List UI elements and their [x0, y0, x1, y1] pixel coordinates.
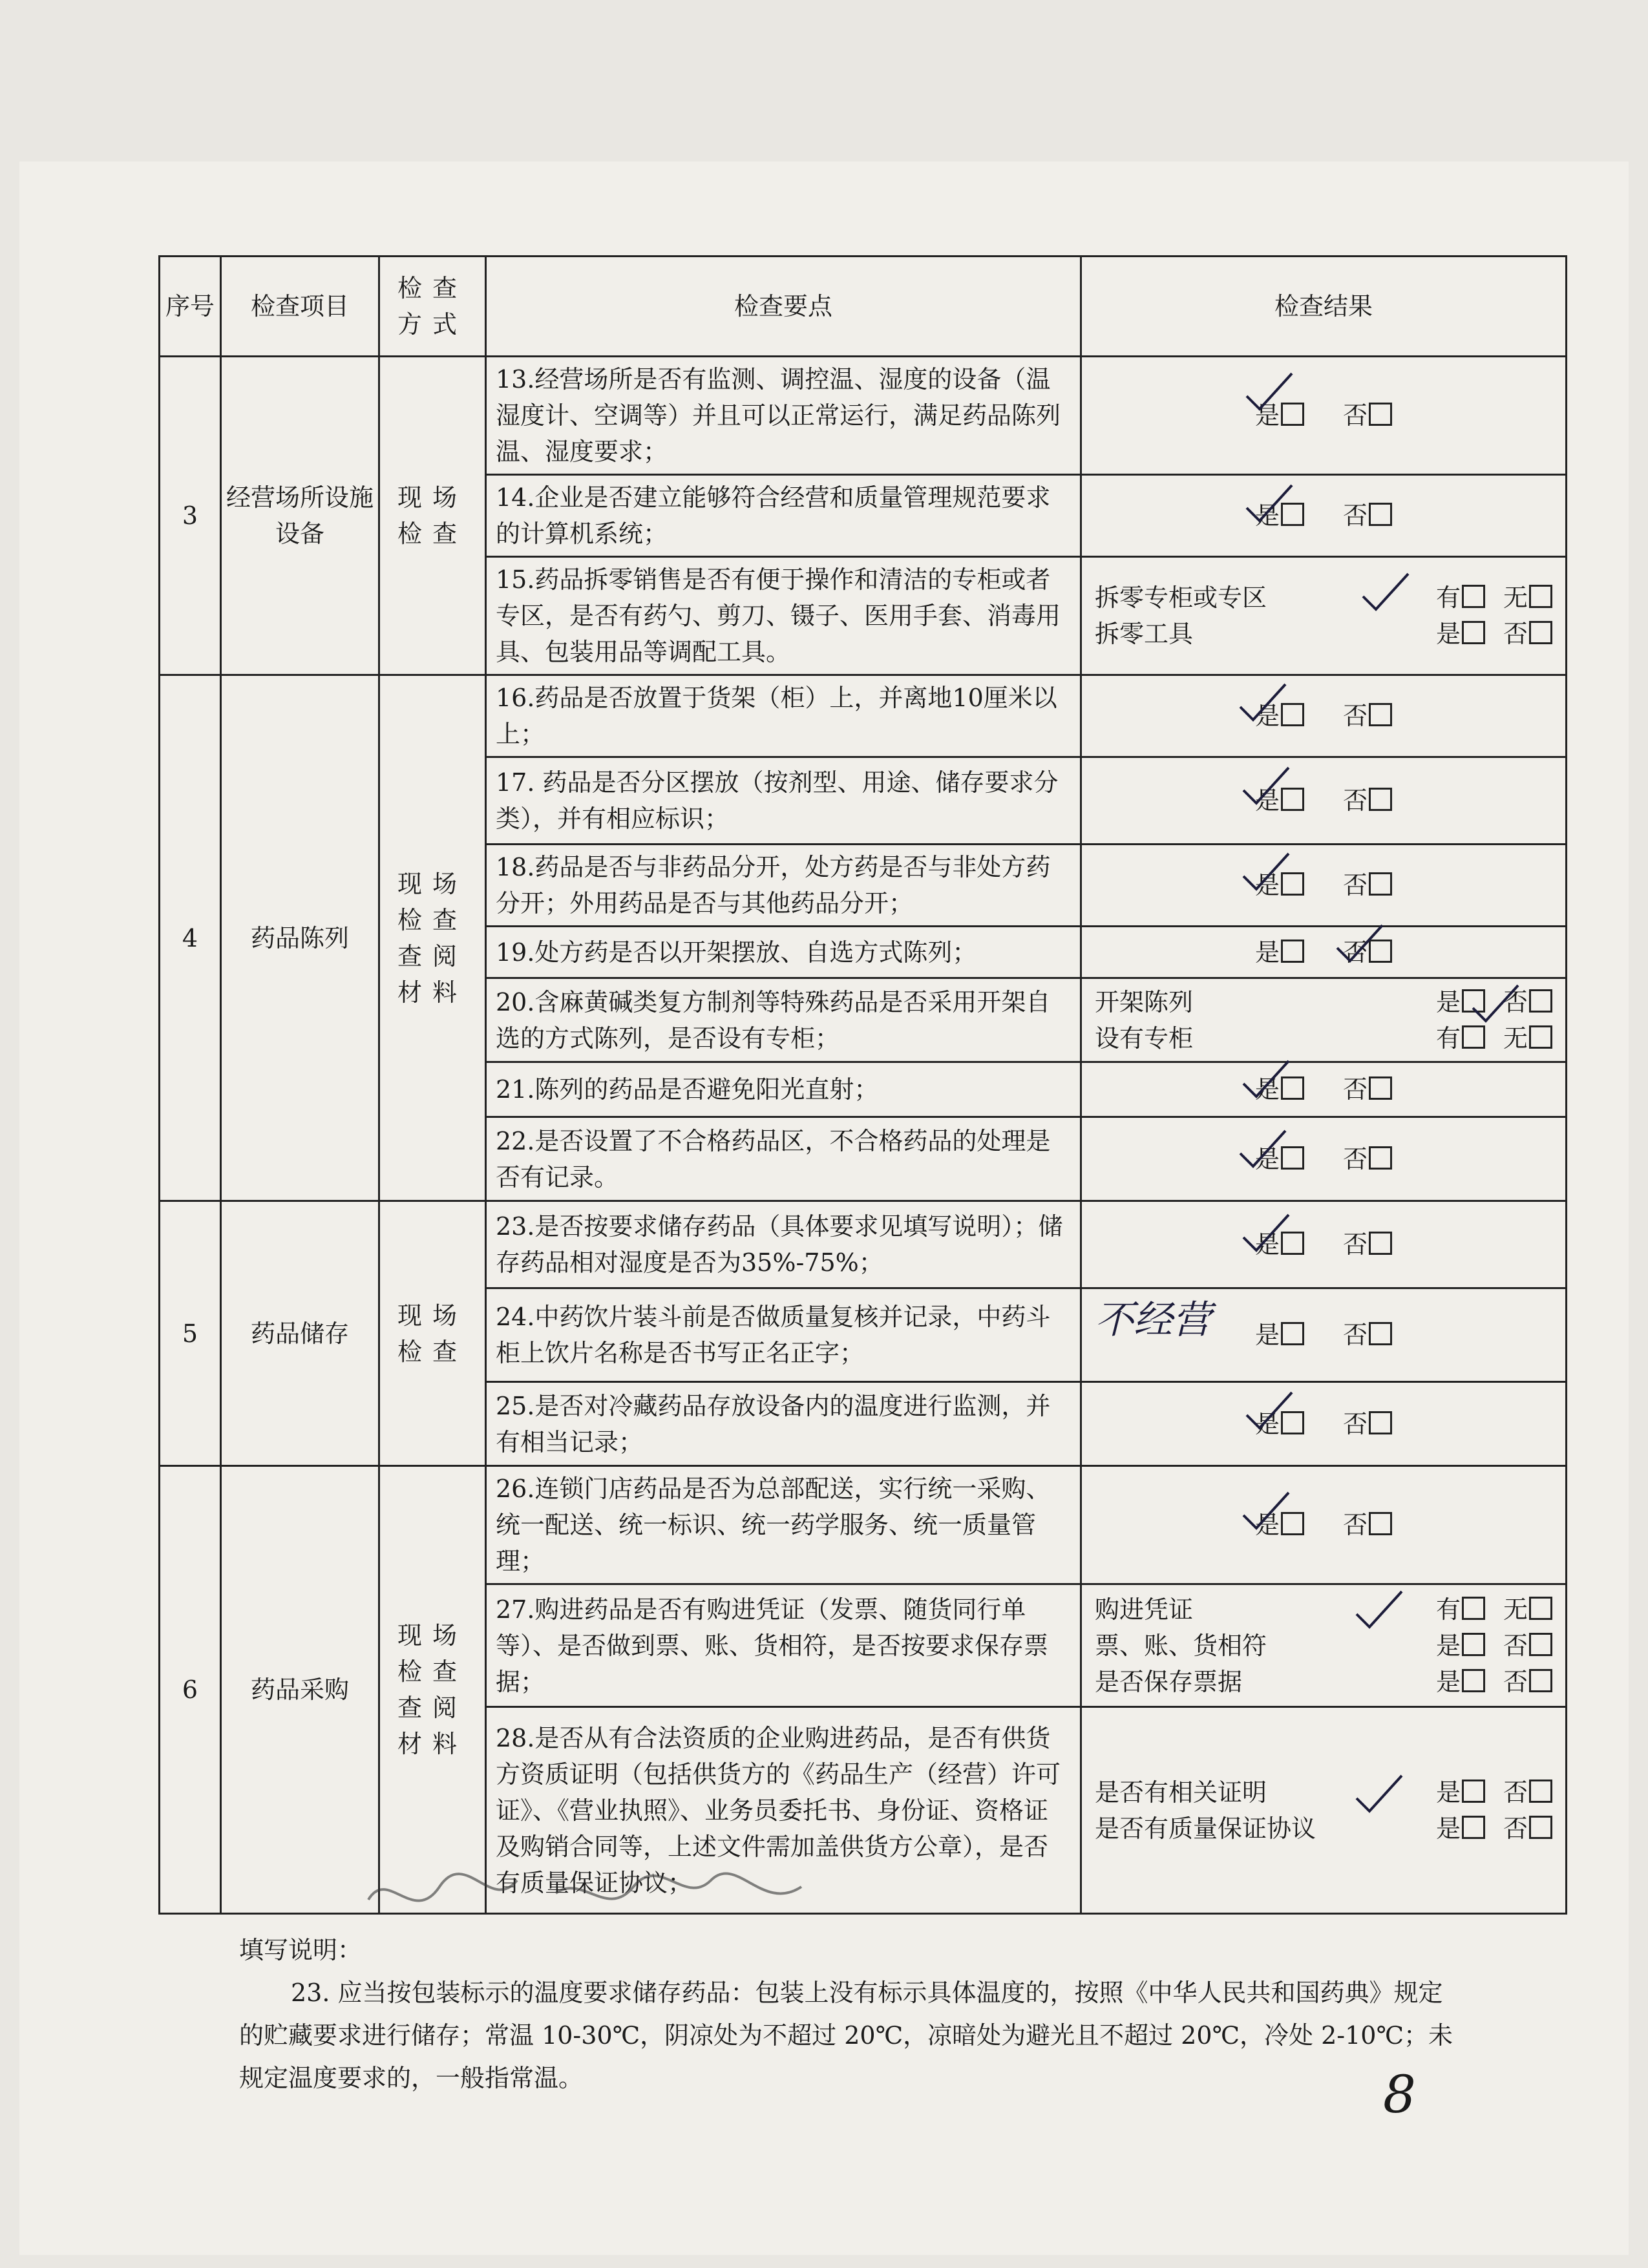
checkbox[interactable] — [1369, 703, 1392, 726]
checkbox[interactable] — [1462, 585, 1485, 608]
group-item: 药品储存 — [221, 1201, 379, 1466]
checkbox[interactable] — [1462, 1633, 1485, 1656]
col-header-method: 检查方式 — [379, 257, 486, 357]
table-row — [160, 675, 1567, 757]
check-point: 17. 药品是否分区摆放（按剂型、用途、储存要求分类），并有相应标识； — [486, 757, 1081, 845]
checkbox[interactable] — [1281, 503, 1304, 526]
page-number: 8 — [1383, 2064, 1416, 2125]
result-cell — [1081, 475, 1567, 557]
table-row — [160, 357, 1567, 475]
result-cell — [1081, 357, 1567, 475]
checkbox[interactable] — [1462, 1597, 1485, 1620]
checkbox[interactable] — [1529, 585, 1552, 608]
result-sub-row: 是否有质量保证协议 是 否 — [1095, 1811, 1552, 1847]
checkbox[interactable] — [1462, 1669, 1485, 1692]
checkbox[interactable] — [1281, 788, 1304, 811]
check-point: 20.含麻黄碱类复方制剂等特殊药品是否采用开架自选的方式陈列，是否设有专柜； — [486, 978, 1081, 1062]
result-cell — [1081, 1584, 1567, 1707]
group-no: 3 — [160, 357, 221, 675]
checkbox[interactable] — [1369, 403, 1392, 426]
result-sub-row: 票、账、货相符 是 否 — [1095, 1628, 1552, 1664]
checkbox[interactable] — [1462, 1816, 1485, 1839]
result-cell — [1081, 1707, 1567, 1914]
checkbox[interactable] — [1462, 1780, 1485, 1803]
result-sub-row: 拆零工具 是 否 — [1095, 616, 1552, 652]
result-cell — [1081, 978, 1567, 1062]
result-sub-row: 购进凭证 有 无 — [1095, 1591, 1552, 1628]
result-sub-row: 拆零专柜或专区 有 无 — [1095, 580, 1552, 616]
group-no: 6 — [160, 1466, 221, 1914]
result-cell: 是 否 — [1081, 845, 1567, 927]
result-sub-row: 是否有相关证明 是 否 — [1095, 1774, 1552, 1811]
option-yes[interactable]: 是 — [1255, 498, 1304, 534]
checkbox[interactable] — [1281, 403, 1304, 426]
check-point: 28.是否从有合法资质的企业购进药品，是否有供货方资质证明（包括供货方的《药品生产（经营）许可证》、《营业执照》、业务员委托书、身份证、资格证及购销合同等，上述文件需加盖供货方公章），是否有质量保证协议； — [486, 1707, 1081, 1914]
checkbox[interactable] — [1369, 1076, 1392, 1100]
check-point: 25.是否对冷藏药品存放设备内的温度进行监测，并有相当记录； — [486, 1382, 1081, 1466]
group-item: 药品采购 — [221, 1466, 379, 1914]
checkbox[interactable] — [1281, 1411, 1304, 1434]
checkbox[interactable] — [1369, 1322, 1392, 1345]
checkbox[interactable] — [1369, 1146, 1392, 1170]
notes-title: 填写说明： — [239, 1936, 363, 1964]
result-cell: 是 否 — [1081, 675, 1567, 757]
result-cell: 是 否 — [1081, 1117, 1567, 1201]
check-point: 26.连锁门店药品是否为总部配送，实行统一采购、统一配送、统一标识、统一药学服务、统一质量管理； — [486, 1466, 1081, 1584]
checkbox[interactable] — [1281, 940, 1304, 963]
option-yes[interactable]: 是 — [1255, 397, 1304, 434]
result-cell: 是 否 — [1081, 757, 1567, 845]
checkbox[interactable] — [1369, 1411, 1392, 1434]
group-method: 现场检查查阅材料 — [379, 1466, 486, 1914]
checkbox[interactable] — [1281, 1076, 1304, 1100]
check-point: 24.中药饮片装斗前是否做质量复核并记录，中药斗柜上饮片名称是否书写正名正字； — [486, 1288, 1081, 1382]
checkbox[interactable] — [1462, 1025, 1485, 1049]
checkbox[interactable] — [1529, 989, 1552, 1013]
result-sub-row: 开架陈列 是 否 — [1095, 984, 1552, 1020]
check-point: 14.企业是否建立能够符合经营和质量管理规范要求的计算机系统； — [486, 475, 1081, 557]
group-no: 5 — [160, 1201, 221, 1466]
checkbox[interactable] — [1369, 503, 1392, 526]
table-row — [160, 1201, 1567, 1288]
checkbox[interactable] — [1281, 872, 1304, 896]
checkbox[interactable] — [1281, 1512, 1304, 1535]
group-method: 现场检查查阅材料 — [379, 675, 486, 1201]
result-cell: 不经营 是 否 — [1081, 1288, 1567, 1382]
signature-scribble — [362, 1861, 814, 1932]
group-no: 4 — [160, 675, 221, 1201]
check-point: 22.是否设置了不合格药品区，不合格药品的处理是否有记录。 — [486, 1117, 1081, 1201]
result-cell — [1081, 557, 1567, 675]
checkbox[interactable] — [1529, 1597, 1552, 1620]
group-item: 经营场所设施设备 — [221, 357, 379, 675]
group-method: 现场检查 — [379, 357, 486, 675]
option-no[interactable]: 否 — [1343, 498, 1392, 534]
col-header-result: 检查结果 — [1081, 257, 1567, 357]
col-header-no: 序号 — [160, 257, 221, 357]
inspection-table — [158, 255, 1567, 1915]
check-point: 15.药品拆零销售是否有便于操作和清洁的专柜或者专区，是否有药勺、剪刀、镊子、医用手套、消毒用具、包装用品等调配工具。 — [486, 557, 1081, 675]
checkbox[interactable] — [1281, 703, 1304, 726]
col-header-points: 检查要点 — [486, 257, 1081, 357]
checkbox[interactable] — [1281, 1322, 1304, 1345]
check-point: 23.是否按要求储存药品（具体要求见填写说明）；储存药品相对湿度是否为35%-75%； — [486, 1201, 1081, 1288]
result-cell: 是 否 — [1081, 1382, 1567, 1466]
checkbox[interactable] — [1529, 1816, 1552, 1839]
group-item: 药品陈列 — [221, 675, 379, 1201]
checkbox[interactable] — [1529, 1669, 1552, 1692]
col-header-item: 检查项目 — [221, 257, 379, 357]
result-cell: 是 否 — [1081, 927, 1567, 978]
checkbox[interactable] — [1529, 1633, 1552, 1656]
check-point: 21.陈列的药品是否避免阳光直射； — [486, 1062, 1081, 1117]
checkbox[interactable] — [1369, 940, 1392, 963]
checkbox[interactable] — [1369, 1512, 1392, 1535]
option-no[interactable]: 否 — [1343, 397, 1392, 434]
check-point: 18.药品是否与非药品分开，处方药是否与非处方药分开；外用药品是否与其他药品分开； — [486, 845, 1081, 927]
notes-body: 23. 应当按包装标示的温度要求储存药品：包装上没有标示具体温度的，按照《中华人民共和国药典》规定的贮藏要求进行储存；常温 10-30℃，阴凉处为不超过 20℃，凉暗处为避光且不超过 20℃，冷处 2-10℃；未规定温度要求的，一般指常温。 — [239, 1979, 1453, 2092]
fill-instructions — [239, 1929, 1467, 2099]
check-point: 19.处方药是否以开架摆放、自选方式陈列； — [486, 927, 1081, 978]
checkbox[interactable] — [1529, 1025, 1552, 1049]
result-sub-row: 是否保存票据 是 否 — [1095, 1664, 1552, 1700]
checkbox[interactable] — [1281, 1146, 1304, 1170]
result-cell: 是 否 — [1081, 1201, 1567, 1288]
checkbox[interactable] — [1529, 1780, 1552, 1803]
checkbox[interactable] — [1529, 621, 1552, 644]
checkbox[interactable] — [1369, 1232, 1392, 1255]
handwritten-note: 不经营 — [1095, 1297, 1211, 1343]
result-sub-row: 设有专柜 有 无 — [1095, 1020, 1552, 1056]
checkbox[interactable] — [1369, 872, 1392, 896]
checkbox[interactable] — [1462, 621, 1485, 644]
checkbox[interactable] — [1281, 1232, 1304, 1255]
group-method: 现场检查 — [379, 1201, 486, 1466]
table-header-row — [160, 257, 1567, 357]
table-row — [160, 1466, 1567, 1584]
checkbox[interactable] — [1369, 788, 1392, 811]
check-point: 16.药品是否放置于货架（柜）上，并离地10厘米以上； — [486, 675, 1081, 757]
checkbox[interactable] — [1462, 989, 1485, 1013]
result-cell: 是 否 — [1081, 1062, 1567, 1117]
result-cell: 是 否 — [1081, 1466, 1567, 1584]
check-point: 27.购进药品是否有购进凭证（发票、随货同行单等）、是否做到票、账、货相符，是否按要求保存票据； — [486, 1584, 1081, 1707]
check-point: 13.经营场所是否有监测、调控温、湿度的设备（温湿度计、空调等）并且可以正常运行，满足药品陈列温、湿度要求； — [486, 357, 1081, 475]
